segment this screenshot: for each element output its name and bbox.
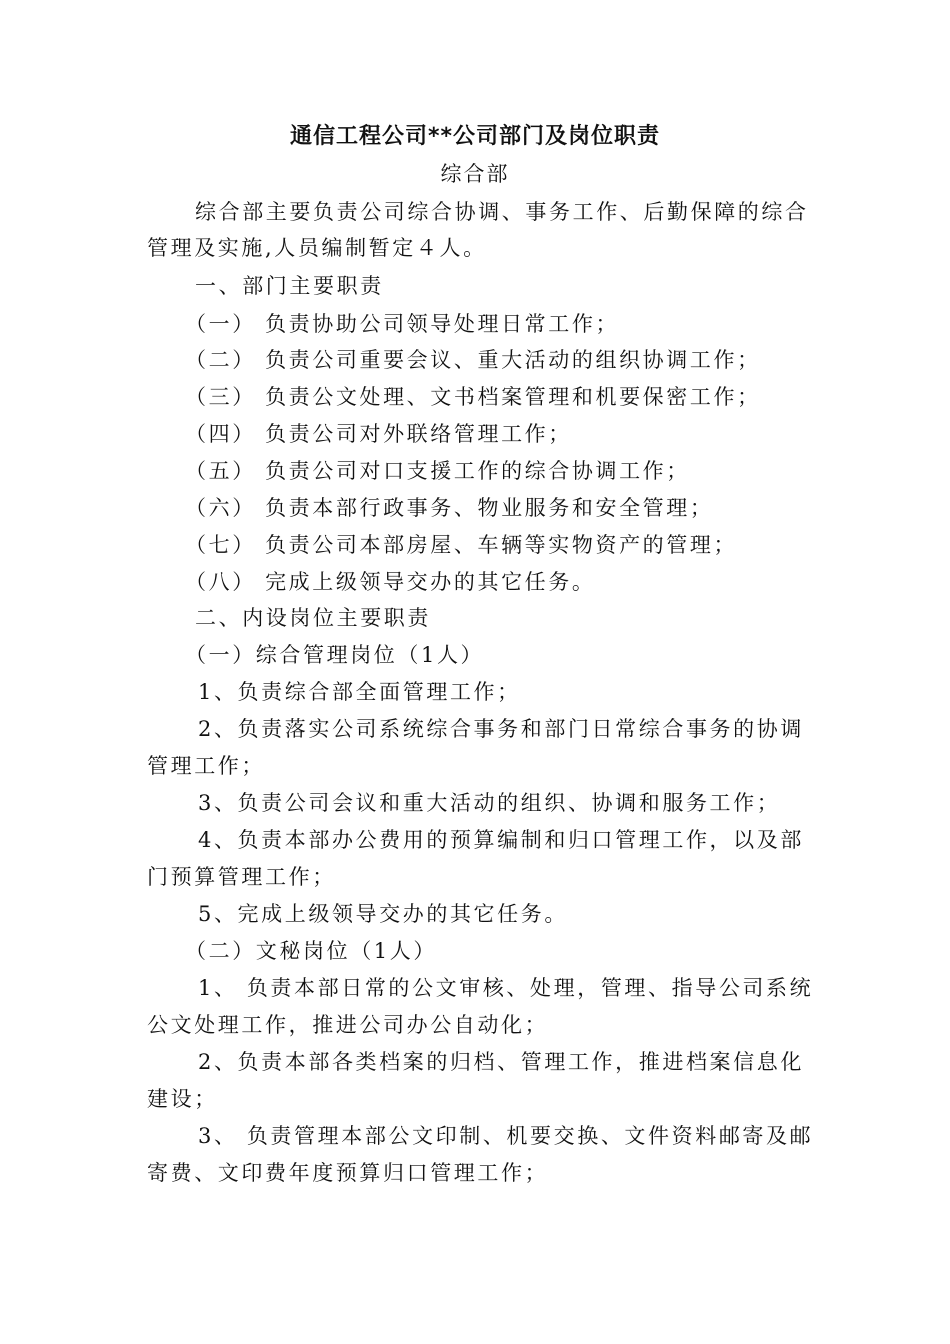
duty-item: （六） 负责本部行政事务、物业服务和安全管理；: [185, 496, 714, 520]
post-duty-line: 建设；: [147, 1087, 218, 1111]
post-duty-line: 1、负责综合部全面管理工作；: [198, 680, 521, 704]
document-title: 通信工程公司**公司部门及岗位职责: [289, 124, 660, 149]
intro-paragraph-line-2: 管理及实施,人员编制暂定４人。: [147, 236, 487, 260]
post-duty-line: 2、负责落实公司系统综合事务和部门日常综合事务的协调: [198, 717, 804, 741]
post-duty-line: 门预算管理工作；: [147, 865, 336, 889]
duty-item: （一） 负责协助公司领导处理日常工作；: [185, 312, 620, 336]
post-duty-line: 1、 负责本部日常的公文审核、处理，管理、指导公司系统: [198, 976, 814, 1000]
duty-item: （七） 负责公司本部房屋、车辆等实物资产的管理；: [185, 533, 738, 557]
department-subtitle: 综合部: [440, 162, 510, 186]
duty-item: （四） 负责公司对外联络管理工作；: [185, 422, 572, 446]
intro-paragraph-line-1: 综合部主要负责公司综合协调、事务工作、后勤保障的综合: [195, 200, 809, 224]
post-duty-line: 寄费、文印费年度预算归口管理工作；: [147, 1161, 549, 1185]
section-heading-posts: 二、内设岗位主要职责: [195, 606, 431, 630]
duty-item: （二） 负责公司重要会议、重大活动的组织协调工作；: [185, 348, 761, 372]
post-heading-general-management: （一）综合管理岗位（1人）: [185, 643, 485, 667]
post-duty-line: 3、 负责管理本部公文印制、机要交换、文件资料邮寄及邮: [198, 1124, 814, 1148]
post-duty-line: 公文处理工作，推进公司办公自动化；: [147, 1013, 549, 1037]
post-duty-line: 5、完成上级领导交办的其它任务。: [198, 902, 568, 926]
duty-item: （八） 完成上级领导交办的其它任务。: [185, 570, 596, 594]
duty-item: （三） 负责公文处理、文书档案管理和机要保密工作；: [185, 385, 761, 409]
post-duty-line: 2、负责本部各类档案的归档、管理工作，推进档案信息化: [198, 1050, 804, 1074]
duty-item: （五） 负责公司对口支援工作的综合协调工作；: [185, 459, 690, 483]
post-duty-line: 管理工作；: [147, 754, 265, 778]
post-heading-secretary: （二）文秘岗位（1人）: [185, 939, 437, 963]
post-duty-line: 4、负责本部办公费用的预算编制和归口管理工作，以及部: [198, 828, 804, 852]
post-duty-line: 3、负责公司会议和重大活动的组织、协调和服务工作；: [198, 791, 781, 815]
section-heading-duties: 一、部门主要职责: [195, 274, 384, 298]
